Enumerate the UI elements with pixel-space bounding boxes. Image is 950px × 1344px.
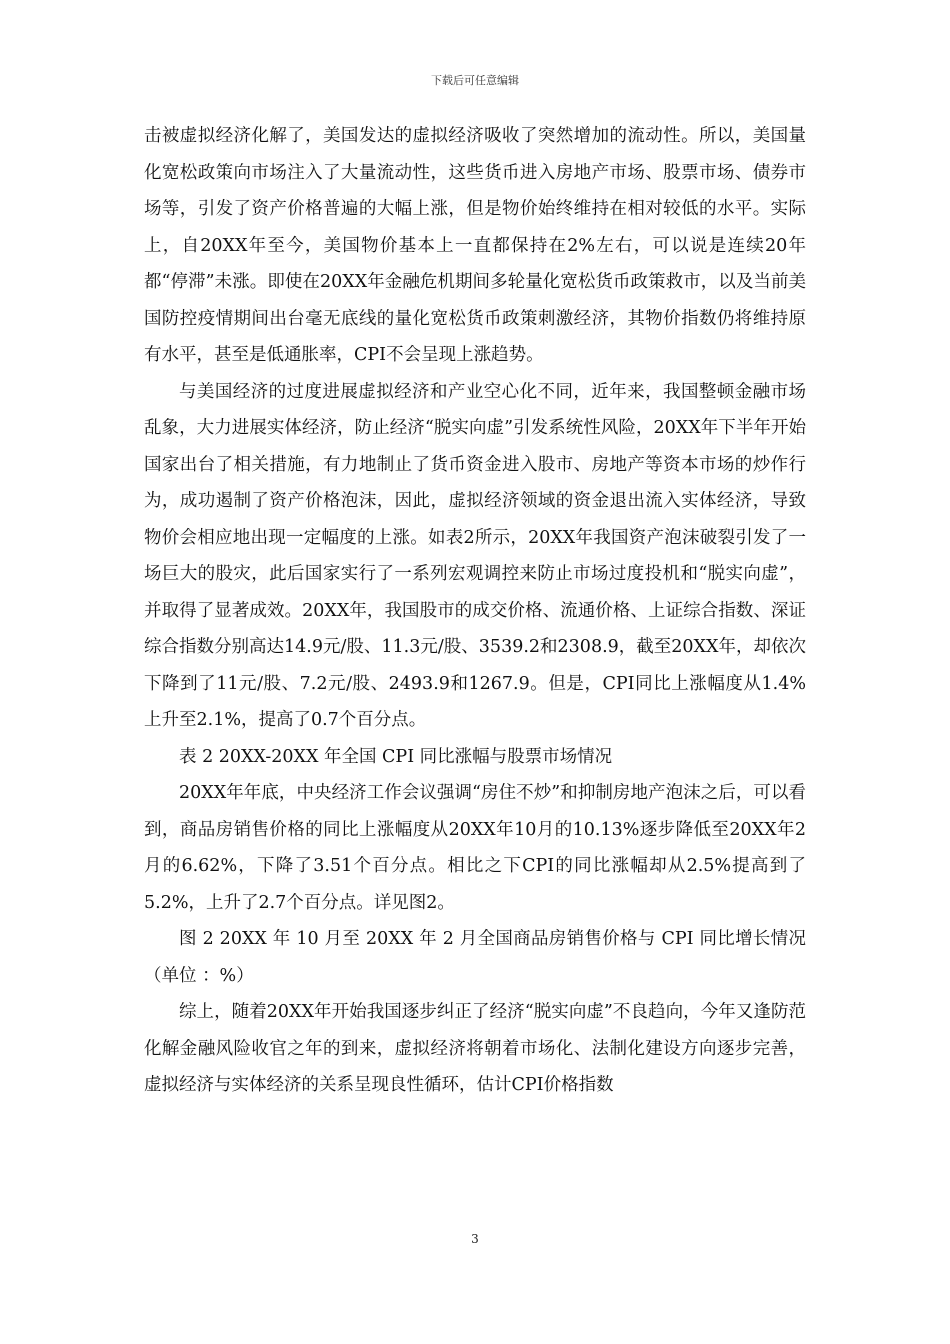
- paragraph-3: 20XX年年底，中央经济工作会议强调“房住不炒”和抑制房地产泡沫之后，可以看到，商品房销售价格的同比上涨幅度从20XX年10月的10.13%逐步降低至20XX年2月的6.62%，下降了3.51个百分点。相比之下CPI的同比涨幅却从2.5%提高到了5.2%，上升了2.7个百分点。详见图2。: [144, 783, 806, 913]
- paragraph-2: 与美国经济的过度进展虚拟经济和产业空心化不同，近年来，我国整顿金融市场乱象，大力进展实体经济，防止经济“脱实向虚”引发系统性风险，20XX年下半年开始国家出台了相关措施，有力地制止了货币资金进入股市、房地产等资本市场的炒作行为，成功遏制了资产价格泡沫，因此，虚拟经济领域的资金退出流入实体经济，导致物价会相应地出现一定幅度的上涨。如表2所示，20XX年我国资产泡沫破裂引发了一场巨大的股灾，此后国家实行了一系列宏观调控来防止市场过度投机和“脱实向虚”，并取得了显著成效。20XX年，我国股市的成交价格、流通价格、上证综合指数、深证综合指数分别高达14.9元/股、11.3元/股、3539.2和2308.9，截至20XX年，却依次下降到了11元/股、7.2元/股、2493.9和1267.9。但是，CPI同比上涨幅度从1.4%上升至2.1%，提高了0.7个百分点。: [144, 381, 806, 730]
- document-body: [144, 118, 806, 1104]
- paragraph-4: 综上，随着20XX年开始我国逐步纠正了经济“脱实向虚”不良趋向，今年又逢防范化解金融风险收官之年的到来，虚拟经济将朝着市场化、法制化建设方向逐步完善，虚拟经济与实体经济的关系呈现良性循环，估计CPI价格指数: [144, 1002, 806, 1095]
- page-header: 下载后可任意编辑: [431, 74, 519, 87]
- figure-caption: 图 2 20XX 年 10 月至 20XX 年 2 月全国商品房销售价格与 CPI 同比增长情况（单位 ：%）: [144, 929, 806, 986]
- paragraph-1: 击被虚拟经济化解了，美国发达的虚拟经济吸收了突然增加的流动性。所以，美国量化宽松政策向市场注入了大量流动性，这些货币进入房地产市场、股票市场、债券市场等，引发了资产价格普遍的大幅上涨，但是物价始终维持在相对较低的水平。实际上，自20XX年至今，美国物价基本上一直都保持在2%左右，可以说是连续20年都“停滞”未涨。即使在20XX年金融危机期间多轮量化宽松货币政策救市，以及当前美国防控疫情期间出台毫无底线的量化宽松货币政策刺激经济，其物价指数仍将维持原有水平，甚至是低通胀率，CPI不会呈现上涨趋势。: [144, 126, 806, 365]
- page-number: 3: [471, 1232, 479, 1246]
- table-caption: 表 2 20XX-20XX 年全国 CPI 同比涨幅与股票市场情况: [179, 746, 613, 767]
